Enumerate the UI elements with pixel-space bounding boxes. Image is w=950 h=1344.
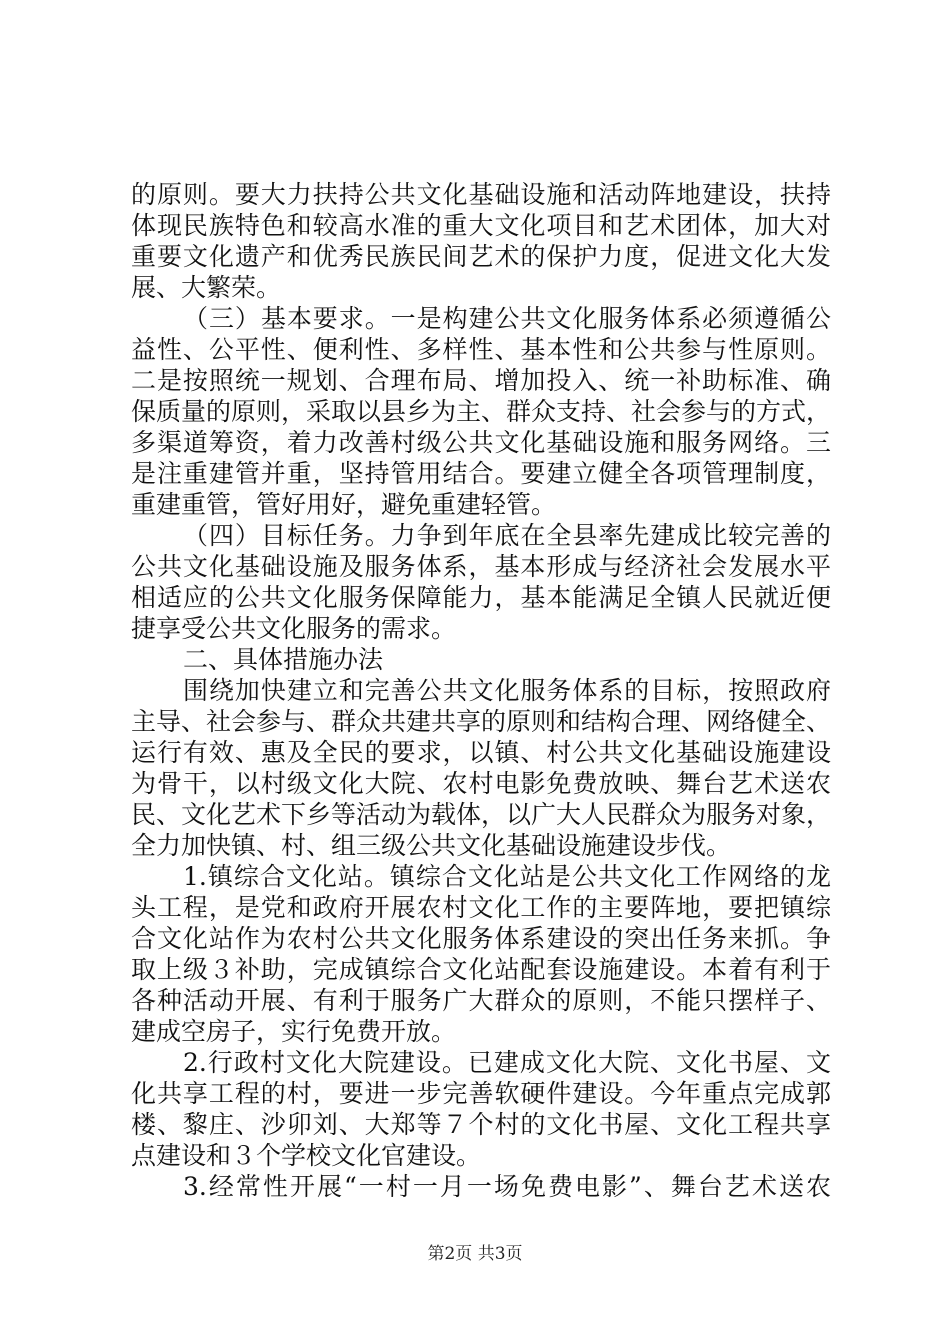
text-line: （三）基本要求。一是构建公共文化服务体系必须遵循公 — [183, 304, 831, 333]
text-line: 楼、黎庄、沙卯刘、大郑等７个村的文化书屋、文化工程共享 — [131, 1110, 831, 1139]
text-line: 各种活动开展、有利于服务广大群众的原则，不能只摆样子、 — [131, 986, 831, 1015]
text-line: 取上级３补助，完成镇综合文化站配套设施建设。本着有利于 — [131, 955, 831, 984]
text-line: 头工程，是党和政府开展农村文化工作的主要阵地，要把镇综 — [131, 893, 831, 922]
text-line: 益性、公平性、便利性、多样性、基本性和公共参与性原则。 — [131, 335, 831, 364]
text-line: 主导、社会参与、群众共建共享的原则和结构合理、网络健全、 — [131, 707, 832, 736]
text-line: 是注重建管并重，坚持管用结合。要建立健全各项管理制度， — [131, 459, 831, 488]
text-line: 围绕加快建立和完善公共文化服务体系的目标，按照政府 — [183, 676, 831, 705]
text-line: 2.行政村文化大院建设。已建成文化大院、文化书屋、文 — [183, 1048, 831, 1077]
text-line: 的原则。要大力扶持公共文化基础设施和活动阵地建设，扶持 — [131, 180, 831, 209]
text-line: 体现民族特色和较高水准的重大文化项目和艺术团体，加大对 — [131, 211, 831, 240]
text-line: 公共文化基础设施及服务体系，基本形成与经济社会发展水平 — [131, 552, 831, 581]
text-line: 二是按照统一规划、合理布局、增加投入、统一补助标准、确 — [131, 366, 831, 395]
text-line: 全力加快镇、村、组三级公共文化基础设施建设步伐。 — [131, 831, 732, 860]
text-line: （四）目标任务。力争到年底在全县率先建成比较完善的 — [183, 521, 831, 550]
text-line: 3.经常性开展“一村一月一场免费电影”、舞台艺术送农 — [183, 1172, 831, 1201]
text-line: 1.镇综合文化站。镇综合文化站是公共文化工作网络的龙 — [183, 862, 831, 891]
text-line: 点建设和３个学校文化官建设。 — [131, 1141, 482, 1170]
page-number-footer: 第2页 共3页 — [427, 1244, 523, 1264]
text-line: 重要文化遗产和优秀民族民间艺术的保护力度，促进文化大发 — [131, 242, 831, 271]
text-line: 相适应的公共文化服务保障能力，基本能满足全镇人民就近便 — [131, 583, 831, 612]
text-line: 重建重管，管好用好，避免重建轻管。 — [131, 490, 557, 519]
text-line: 运行有效、惠及全民的要求，以镇、村公共文化基础设施建设 — [131, 738, 831, 767]
text-line: 民、文化艺术下乡等活动为载体，以广大人民群众为服务对象， — [131, 800, 832, 829]
text-line: 合文化站作为农村公共文化服务体系建设的突出任务来抓。争 — [131, 924, 831, 953]
text-line: 建成空房子，实行免费开放。 — [131, 1017, 457, 1046]
text-line: 展、大繁荣。 — [131, 273, 282, 302]
text-line: 多渠道筹资，着力改善村级公共文化基础设施和服务网络。三 — [131, 428, 831, 457]
text-line: 捷享受公共文化服务的需求。 — [131, 614, 457, 643]
text-line: 保质量的原则，采取以县乡为主、群众支持、社会参与的方式， — [131, 397, 832, 426]
text-line: 化共享工程的村，要进一步完善软硬件建设。今年重点完成郭 — [131, 1079, 831, 1108]
section-heading: 二、具体措施办法 — [183, 645, 384, 674]
text-line: 为骨干，以村级文化大院、农村电影免费放映、舞台艺术送农 — [131, 769, 831, 798]
